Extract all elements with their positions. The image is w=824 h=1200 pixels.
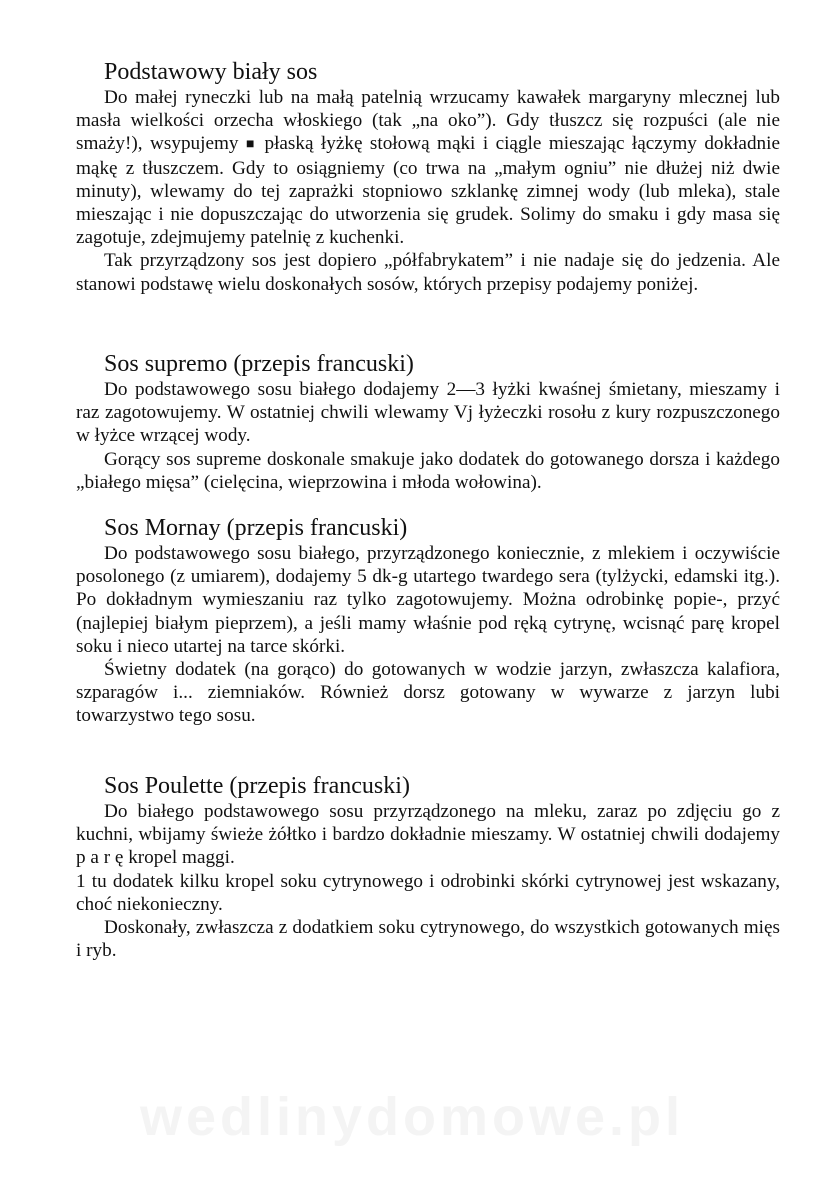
- paragraph: Doskonały, zwłaszcza z dodatkiem soku cytrynowego, do wszystkich gotowanych mięs i ryb.: [76, 917, 780, 962]
- paragraph: Do podstawowego sosu białego, przyrządzonego koniecznie, z mlekiem i oczywiście posolonego (z umiarem), dodajemy 5 dk-g utartego twardego sera (tylżycki, edamski itg.). Po dokładnym wymieszaniu raz tylko zagotowujemy. Można odrobinkę popie-, przyć (najlepiej białym pieprzem), a jeśli mamy właśnie pod ręką cytrynę, wcisnąć parę kropel soku i nieco utartej na tarce skórki.: [76, 543, 780, 657]
- section-sos-poulette: [76, 772, 780, 962]
- paragraph: Gorący sos supreme doskonale smakuje jako dodatek do gotowanego dorsza i każdego „białego mięsa” (cielęcina, wieprzowina i młoda wołowina).: [76, 448, 780, 493]
- paragraph: [76, 86, 780, 249]
- watermark: wedlinydomowe.pl: [139, 1087, 685, 1147]
- paragraph: Do podstawowego sosu białego dodajemy 2—3 łyżki kwaśnej śmietany, mieszamy i raz zagotowujemy. W ostatniej chwili wlewamy Vj łyżeczki rosołu z kury rozpuszczonego w łyżce wrzącej wody.: [76, 379, 780, 447]
- paragraph: Do białego podstawowego sosu przyrządzonego na mleku, zaraz po zdjęciu go z kuchni, wbijamy świeże żółtko i bardzo dokładnie mieszamy. W ostatniej chwili dodajemy p a r ę kropel maggi.: [76, 801, 780, 869]
- section-title: Sos supremo (przepis francuski): [104, 351, 414, 377]
- paragraph-text: Do małej ryneczki lub na małą patelnią wrzucamy kawałek margaryny mlecznej lub masła wielkości orzecha włoskiego (tak „na oko”). Gdy tłuszcz się rozpuści (ale nie smaży!), wsypujemy: [76, 87, 780, 155]
- paragraph: Tak przyrządzony sos jest dopiero „półfabrykatem” i nie nadaje się do jedzenia. Ale stanowi podstawę wielu doskonałych sosów, których przepisy podajemy poniżej.: [76, 250, 780, 295]
- paragraph-text: płaską łyżkę stołową mąki i ciągle mieszając łączymy dokładnie mąkę z tłuszczem. Gdy to osiągniemy (co trwa na „małym ogniu” nie dłużej niż dwie minuty), wlewamy do tej zaprażki stopniowo szklankę zimnej wody (lub mleka), stale mieszając i nie dopuszczając do utworzenia się grudek. Solimy do smaku i gdy masa się zagotuje, zdejmujemy patelnię z kuchenki.: [76, 133, 780, 249]
- section-title: Sos Poulette (przepis francuski): [104, 773, 410, 799]
- square-bullet-icon: ■: [245, 137, 258, 153]
- paragraph: Świetny dodatek (na gorąco) do gotowanych w wodzie jarzyn, zwłaszcza kalafiora, szparagów i... ziemniaków. Również dorsz gotowany w wywarze z jarzyn lubi towarzystwo tego sosu.: [76, 659, 780, 727]
- section-podstawowy-bialy-sos: [76, 58, 780, 296]
- section-sos-supremo: [76, 350, 780, 494]
- section-sos-mornay: [76, 514, 780, 728]
- section-title: Podstawowy biały sos: [104, 59, 318, 85]
- section-title: Sos Mornay (przepis francuski): [104, 515, 408, 541]
- paragraph: 1 tu dodatek kilku kropel soku cytrynowego i odrobinki skórki cytrynowej jest wskazany, choć niekonieczny.: [76, 870, 780, 915]
